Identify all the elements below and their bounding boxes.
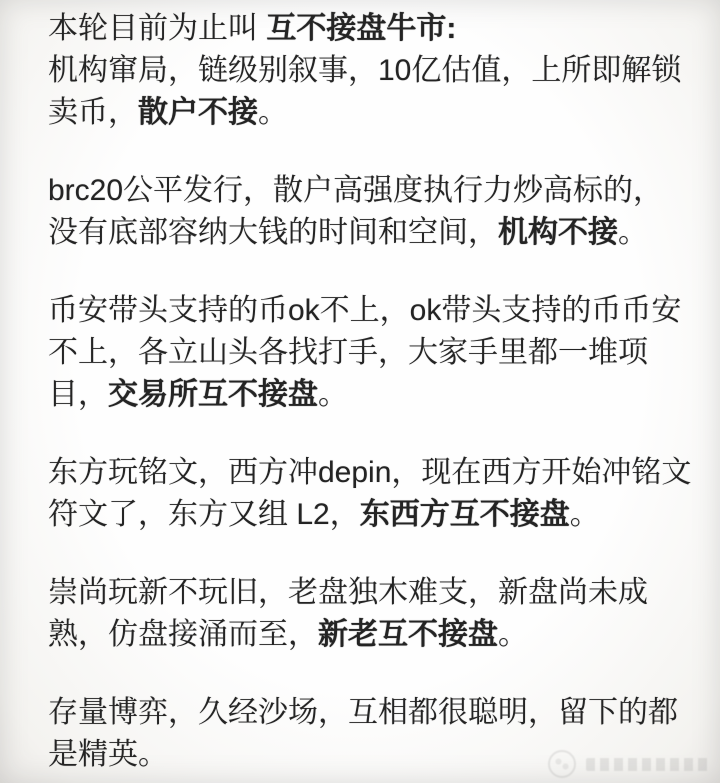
text-run: 。 [258,96,288,129]
text-line [48,374,694,416]
text-line [48,614,694,656]
text-run-bold: 交易所互不接盘 [108,378,318,411]
text-run: 机构窜局，链级别叙事，10亿估值，上所即解锁 [48,54,682,87]
watermark-text-smudge [586,758,708,771]
text-run: 是精英。 [48,738,168,771]
text-run-bold: 散户不接 [138,96,258,129]
text-run: 卖币， [48,96,138,129]
text-run: 目， [48,378,108,411]
text-run-bold: 机构不接 [498,216,618,249]
text-run: 熟，仿盘接涌而至， [48,618,318,651]
text-run: 存量博弈，久经沙场，互相都很聪明，留下的都 [48,696,678,729]
paragraph-2 [48,170,694,254]
text-line [48,494,694,536]
text-run: 。 [569,498,600,531]
text-line [48,92,694,134]
paragraph-4 [48,452,694,536]
circular-stamp-icon [548,750,576,778]
text-run-bold: 东西方互不接盘 [359,498,570,531]
text-run: 。 [618,216,648,249]
text-run: 。 [318,378,348,411]
text-line [48,290,694,332]
text-line [48,452,694,494]
text-run: 。 [498,618,528,651]
text-line [48,332,694,374]
paragraph-5 [48,572,694,656]
text-line [48,8,694,50]
text-line [48,572,694,614]
text-line [48,50,694,92]
text-run: 东方玩铭文，西方冲depin，现在西方开始冲铭文 [48,456,692,489]
text-line [48,212,694,254]
text-line [48,170,694,212]
text-run: 本轮目前为止叫 [48,12,267,45]
paragraph-1 [48,8,694,134]
text-run: brc20公平发行，散户高强度执行力炒高标的， [48,174,664,207]
text-run: 没有底部容纳大钱的时间和空间， [48,216,498,249]
text-run: 崇尚玩新不玩旧，老盘独木难支，新盘尚未成 [48,576,648,609]
paragraph-3 [48,290,694,416]
text-run-bold: 新老互不接盘 [318,618,498,651]
post-text [48,8,694,776]
text-run-bold: 互不接盘牛市: [266,12,457,45]
text-run: 币安带头支持的币ok不上，ok带头支持的币币安 [48,294,682,327]
text-run: 不上，各立山头各找打手，大家手里都一堆项 [48,336,648,369]
watermark [548,750,708,778]
text-run: 符文了，东方又组 L2， [48,498,360,531]
text-line [48,692,694,734]
